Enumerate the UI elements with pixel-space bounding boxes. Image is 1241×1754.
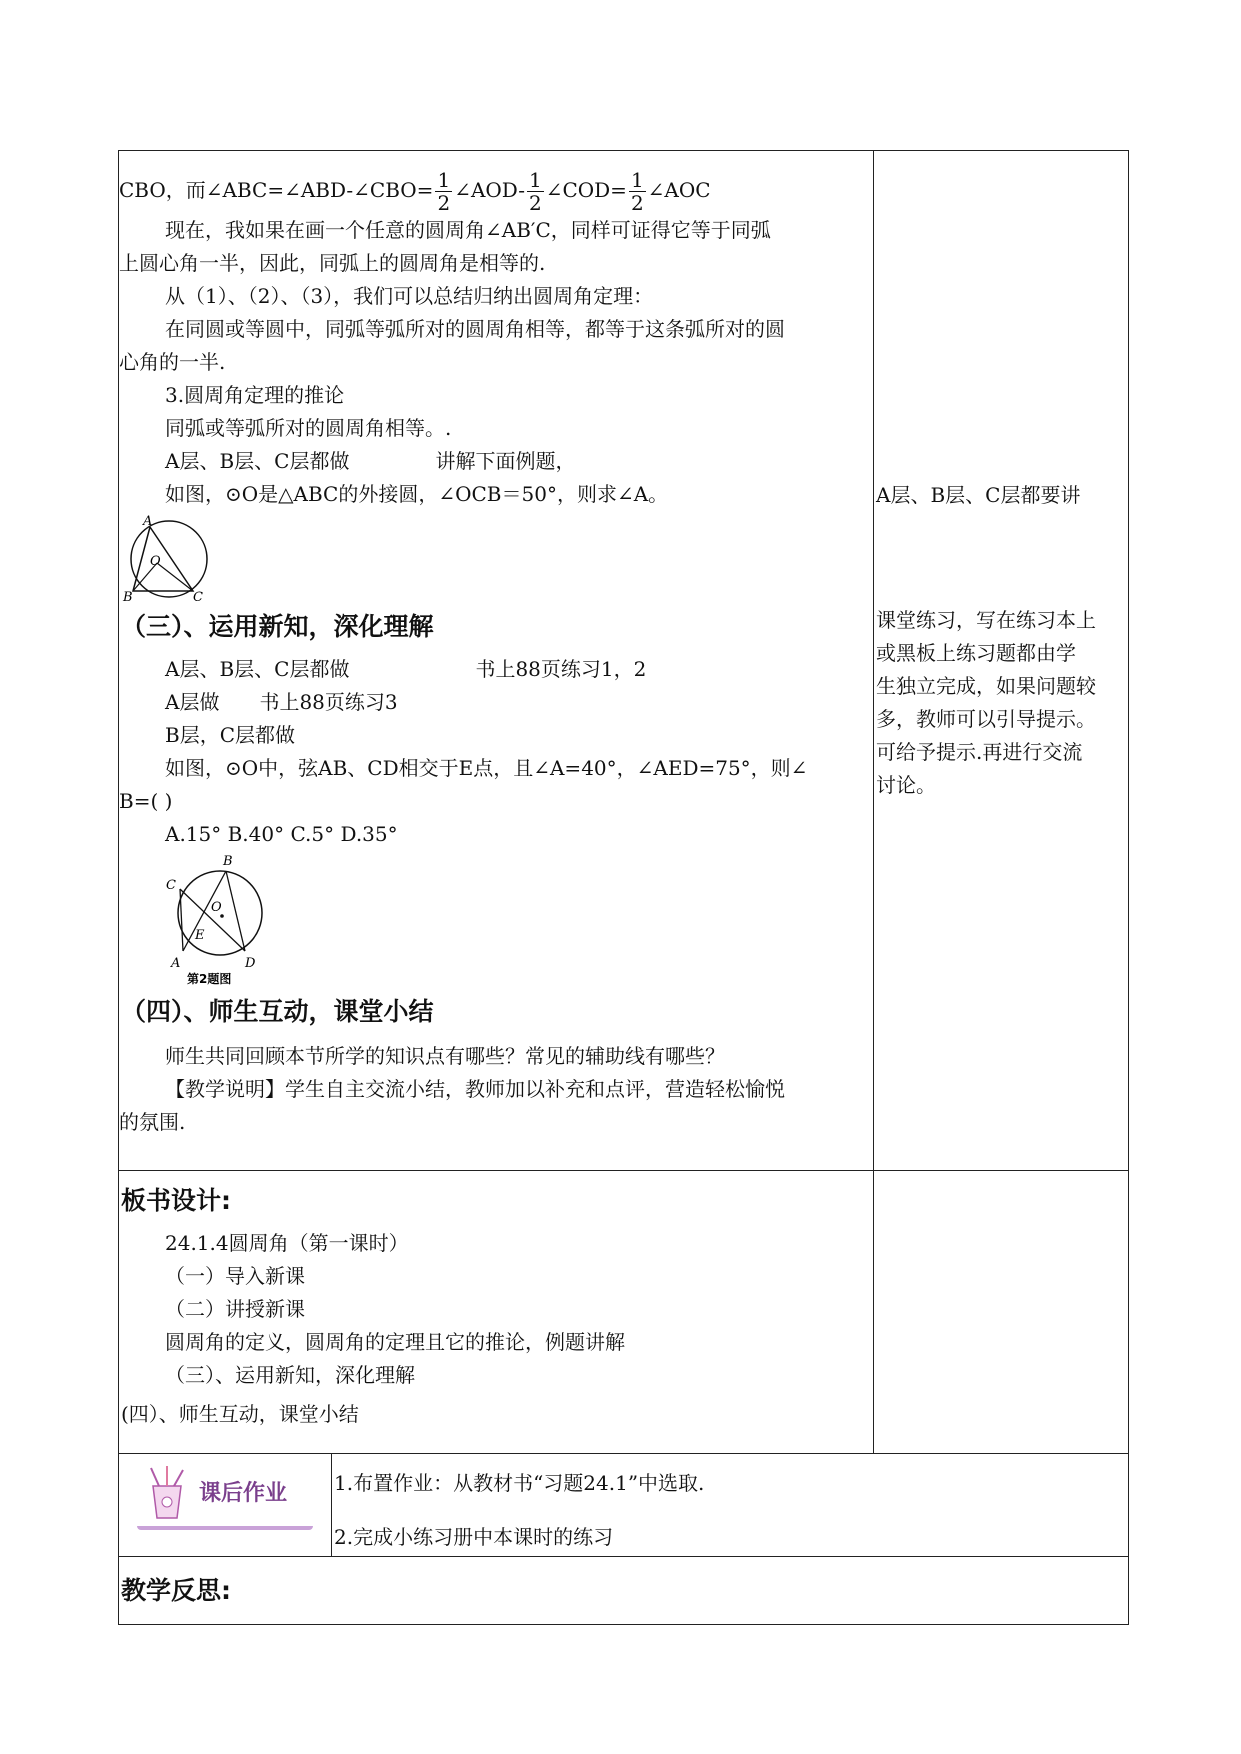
fraction-2: $\frac{1}{2}$ <box>528 168 542 215</box>
note-practice-block <box>874 604 1128 802</box>
fig2-label-o: O <box>211 900 222 915</box>
board-design-cell <box>119 1171 874 1454</box>
board-design-title: 板书设计: <box>121 1186 231 1215</box>
note-practice-line: 讨论。 <box>876 773 937 797</box>
circle-figure-1 <box>121 511 221 601</box>
formula-line <box>119 169 873 214</box>
note-abc-explain: A层、B层、C层都要讲 <box>876 483 1081 507</box>
pencil-cup-icon <box>143 1464 197 1524</box>
para-3a: 在同圆或等圆中，同弧等弧所对的圆周角相等，都等于这条弧所对的圆 <box>165 317 785 341</box>
lesson-plan-page <box>118 150 1128 1625</box>
para-14a: 【教学说明】学生自主交流小结，教师加以补充和点评，营造轻松愉悦 <box>165 1077 785 1101</box>
note-practice-line: 生独立完成，如果问题较 <box>876 674 1097 698</box>
board-design-notes-cell <box>874 1171 1129 1454</box>
para-11a: 如图，⊙O中，弦AB、CD相交于E点，且∠A=40°，∠AED=75°，则∠ <box>165 756 808 780</box>
fig1-label-o: O <box>150 554 161 569</box>
formula-mid1: ∠AOD- <box>454 178 525 202</box>
fig2-caption: 第2题图 <box>187 972 232 986</box>
para-13: 师生共同回顾本节所学的知识点有哪些？常见的辅助线有哪些？ <box>165 1044 725 1068</box>
para-7: 如图，⊙O是△ABC的外接圆，∠OCB＝50°，则求∠A。 <box>165 482 669 506</box>
fig1-label-c: C <box>193 590 203 601</box>
board-line-1: 24.1.4圆周角（第一课时） <box>165 1231 409 1255</box>
fig2-label-b: B <box>223 854 233 869</box>
board-line-3: （二）讲授新课 <box>165 1297 305 1321</box>
section-3-heading: （三）、运用新知，深化理解 <box>121 612 434 641</box>
para-1b: 上圆心角一半，因此，同弧上的圆周角是相等的. <box>119 251 546 275</box>
para-10: B层，C层都做 <box>165 723 295 747</box>
board-line-6: (四）、师生互动，课堂小结 <box>121 1402 359 1426</box>
para-14b: 的氛围. <box>119 1110 186 1134</box>
note-practice-line: 多，教师可以引导提示。 <box>876 707 1097 731</box>
formula-mid2: ∠COD= <box>545 178 627 202</box>
note-practice-line: 或黑板上练习题都由学 <box>876 641 1077 665</box>
fig2-label-e: E <box>195 928 205 943</box>
note-practice-line: 课堂练习，写在练习本上 <box>876 608 1097 632</box>
para-4: 3.圆周角定理的推论 <box>165 383 345 407</box>
para-5: 同弧或等弧所对的圆周角相等。. <box>165 416 452 440</box>
formula-post: ∠AOC <box>647 178 711 202</box>
reflection-title: 教学反思: <box>121 1576 231 1605</box>
fig2-label-d: D <box>245 956 256 971</box>
homework-item-2: 2.完成小练习册中本课时的练习 <box>334 1525 614 1549</box>
fig1-label-b: B <box>123 590 133 601</box>
reflection-row <box>119 1557 1129 1625</box>
notes-cell <box>874 151 1129 1171</box>
homework-badge-label: 课后作业 <box>199 1481 288 1506</box>
teaching-content-cell <box>119 151 874 1171</box>
formula-pre: CBO，而∠ABC=∠ABD-∠CBO= <box>119 178 434 202</box>
board-design-row <box>119 1171 1129 1454</box>
para-2: 从（1）、（2）、（3），我们可以总结归纳出圆周角定理： <box>165 284 654 308</box>
fig2-label-c: C <box>166 878 176 893</box>
note-practice-line: 可给予提示.再进行交流 <box>876 740 1083 764</box>
para-9: A层做 书上88页练习3 <box>165 690 398 714</box>
board-line-5: （三）、运用新知，深化理解 <box>165 1363 415 1387</box>
homework-badge <box>137 1462 313 1530</box>
para-12: A.15° B.40° C.5° D.35° <box>165 822 398 846</box>
fraction-3: $\frac{1}{2}$ <box>630 168 644 215</box>
lesson-table <box>118 150 1129 1625</box>
homework-badge-cell <box>119 1454 332 1557</box>
para-6: A层、B层、C层都做 讲解下面例题， <box>165 449 576 473</box>
homework-content-cell <box>332 1454 1129 1557</box>
teaching-row <box>119 151 1129 1171</box>
reflection-cell <box>119 1557 1129 1625</box>
fraction-1: $\frac{1}{2}$ <box>437 168 451 215</box>
para-3b: 心角的一半. <box>119 350 226 374</box>
board-line-4: 圆周角的定义，圆周角的定理且它的推论，例题讲解 <box>165 1330 625 1354</box>
circle-figure-2 <box>165 851 275 986</box>
para-11b: B=( ) <box>119 789 173 813</box>
para-1a: 现在，我如果在画一个任意的圆周角∠AB′C，同样可证得它等于同弧 <box>165 218 771 242</box>
homework-item-1: 1.布置作业：从教材书“习题24.1”中选取. <box>334 1471 705 1495</box>
fig1-label-a: A <box>143 514 153 529</box>
section-4-heading: （四）、师生互动，课堂小结 <box>121 997 434 1026</box>
board-line-2: （一）导入新课 <box>165 1264 305 1288</box>
fig2-label-a: A <box>171 956 181 971</box>
para-8: A层、B层、C层都做 书上88页练习1，2 <box>165 657 647 681</box>
homework-row <box>119 1454 1129 1557</box>
